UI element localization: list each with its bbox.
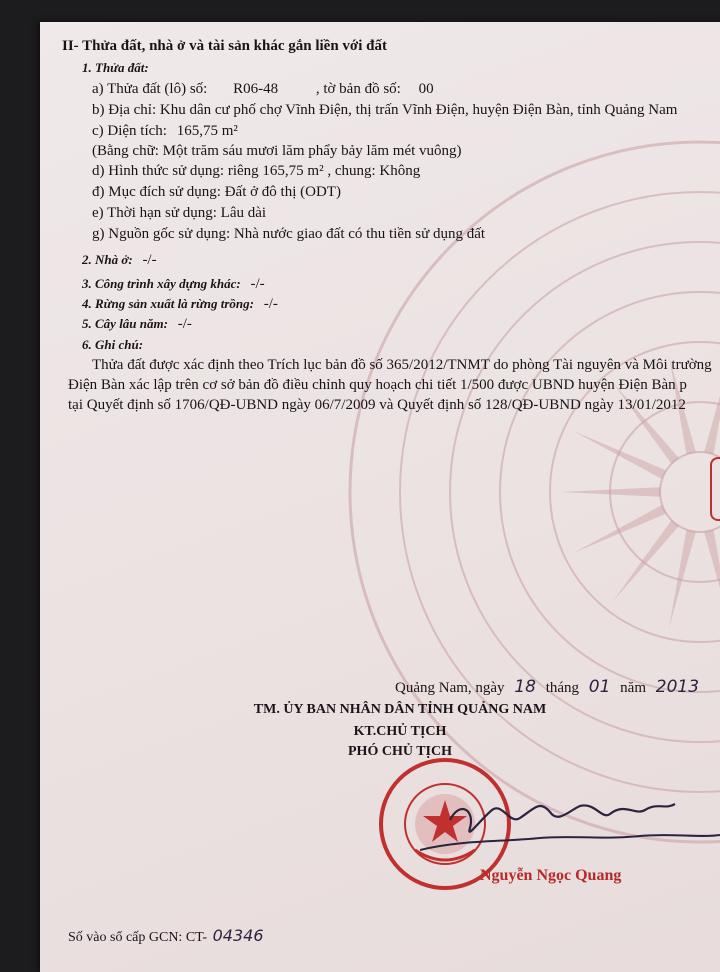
land-lot-row xyxy=(92,79,434,99)
perennial-value: -/- xyxy=(177,316,192,332)
date-year: 2013 xyxy=(655,677,700,697)
house-label: 2. Nhà ở: xyxy=(82,252,133,267)
signature xyxy=(420,780,720,870)
date-prefix: Quảng Nam, ngày xyxy=(395,680,505,696)
note-line-1: Thửa đất được xác định theo Trích lục bản đồ số 365/2012/TNMT do phòng Tài nguyên và Môi trường xyxy=(92,357,712,373)
date-month: 01 xyxy=(588,677,611,697)
lot-number: R06-48 xyxy=(233,81,279,97)
forest-row xyxy=(82,294,278,314)
house-value: -/- xyxy=(142,252,157,268)
usage-origin: g) Nguồn gốc sử dụng: Nhà nước giao đất có thu tiền sử dụng đất xyxy=(92,226,486,242)
area-in-words: (Bằng chữ: Một trăm sáu mươi lăm phẩy bảy lăm mét vuông) xyxy=(92,143,462,159)
registry-label: Số vào sổ cấp GCN: CT- xyxy=(68,930,208,945)
land-area-row xyxy=(92,121,238,141)
signer-title-1: KT.CHỦ TỊCH xyxy=(353,724,447,739)
forest-label: 4. Rừng sản xuất là rừng trồng: xyxy=(82,296,254,311)
perennial-label: 5. Cây lâu năm: xyxy=(82,316,168,331)
authority-line: TM. ỦY BAN NHÂN DÂN TỈNH QUẢNG NAM xyxy=(253,702,547,717)
construction-label: 3. Công trình xây dựng khác: xyxy=(82,276,241,291)
overlapping-stamp-edge xyxy=(710,457,720,521)
usage-form: d) Hình thức sử dụng: riêng 165,75 m² , chung: Không xyxy=(92,163,421,179)
map-sheet-number: 00 xyxy=(418,81,434,97)
certificate-page xyxy=(40,22,720,972)
land-heading: 1. Thửa đất: xyxy=(82,60,149,75)
signer-title-2: PHÓ CHỦ TỊCH xyxy=(348,744,452,759)
perennial-row xyxy=(82,314,192,334)
lot-label: a) Thửa đất (lô) số: xyxy=(92,81,208,97)
watermark-star-ray xyxy=(574,505,666,553)
watermark-star-ray xyxy=(574,431,666,479)
registry-row xyxy=(68,926,264,948)
area-value: 165,75 m² xyxy=(176,123,238,139)
note-line-2: Điện Bàn xác lập trên cơ sở bản đồ điều chỉnh quy hoạch chi tiết 1/500 được UBND huyện Điện Bàn p xyxy=(68,377,687,393)
construction-value: -/- xyxy=(250,276,265,292)
year-label: năm xyxy=(620,680,646,696)
month-label: tháng xyxy=(545,680,580,696)
signer-name: Nguyễn Ngọc Quang xyxy=(480,867,622,884)
land-address: b) Địa chỉ: Khu dân cư phố chợ Vĩnh Điện, thị trấn Vĩnh Điện, huyện Điện Bàn, tỉnh Quảng Nam xyxy=(92,102,678,118)
construction-row xyxy=(82,274,265,294)
area-label: c) Diện tích: xyxy=(92,123,167,139)
notes-row xyxy=(82,335,143,355)
section-title: II- Thửa đất, nhà ở và tài sản khác gắn liền với đất xyxy=(62,38,387,54)
registry-number: 04346 xyxy=(212,926,264,945)
note-line-3: tại Quyết định số 1706/QĐ-UBND ngày 06/7/2009 và Quyết định số 128/QĐ-UBND ngày 13/01/2012 xyxy=(68,397,686,413)
house-row xyxy=(82,250,157,270)
usage-purpose: đ) Mục đích sử dụng: Đất ở đô thị (ODT) xyxy=(92,184,341,200)
notes-label: 6. Ghi chú: xyxy=(82,337,144,352)
watermark-star-ray xyxy=(613,520,679,601)
usage-term: e) Thời hạn sử dụng: Lâu dài xyxy=(92,205,267,221)
place-date xyxy=(395,677,699,698)
forest-value: -/- xyxy=(263,296,278,312)
date-day: 18 xyxy=(514,677,536,697)
map-sheet-label: , tờ bản đồ số: xyxy=(315,81,401,97)
watermark-star-ray xyxy=(704,530,720,629)
watermark-star-ray xyxy=(669,530,696,629)
